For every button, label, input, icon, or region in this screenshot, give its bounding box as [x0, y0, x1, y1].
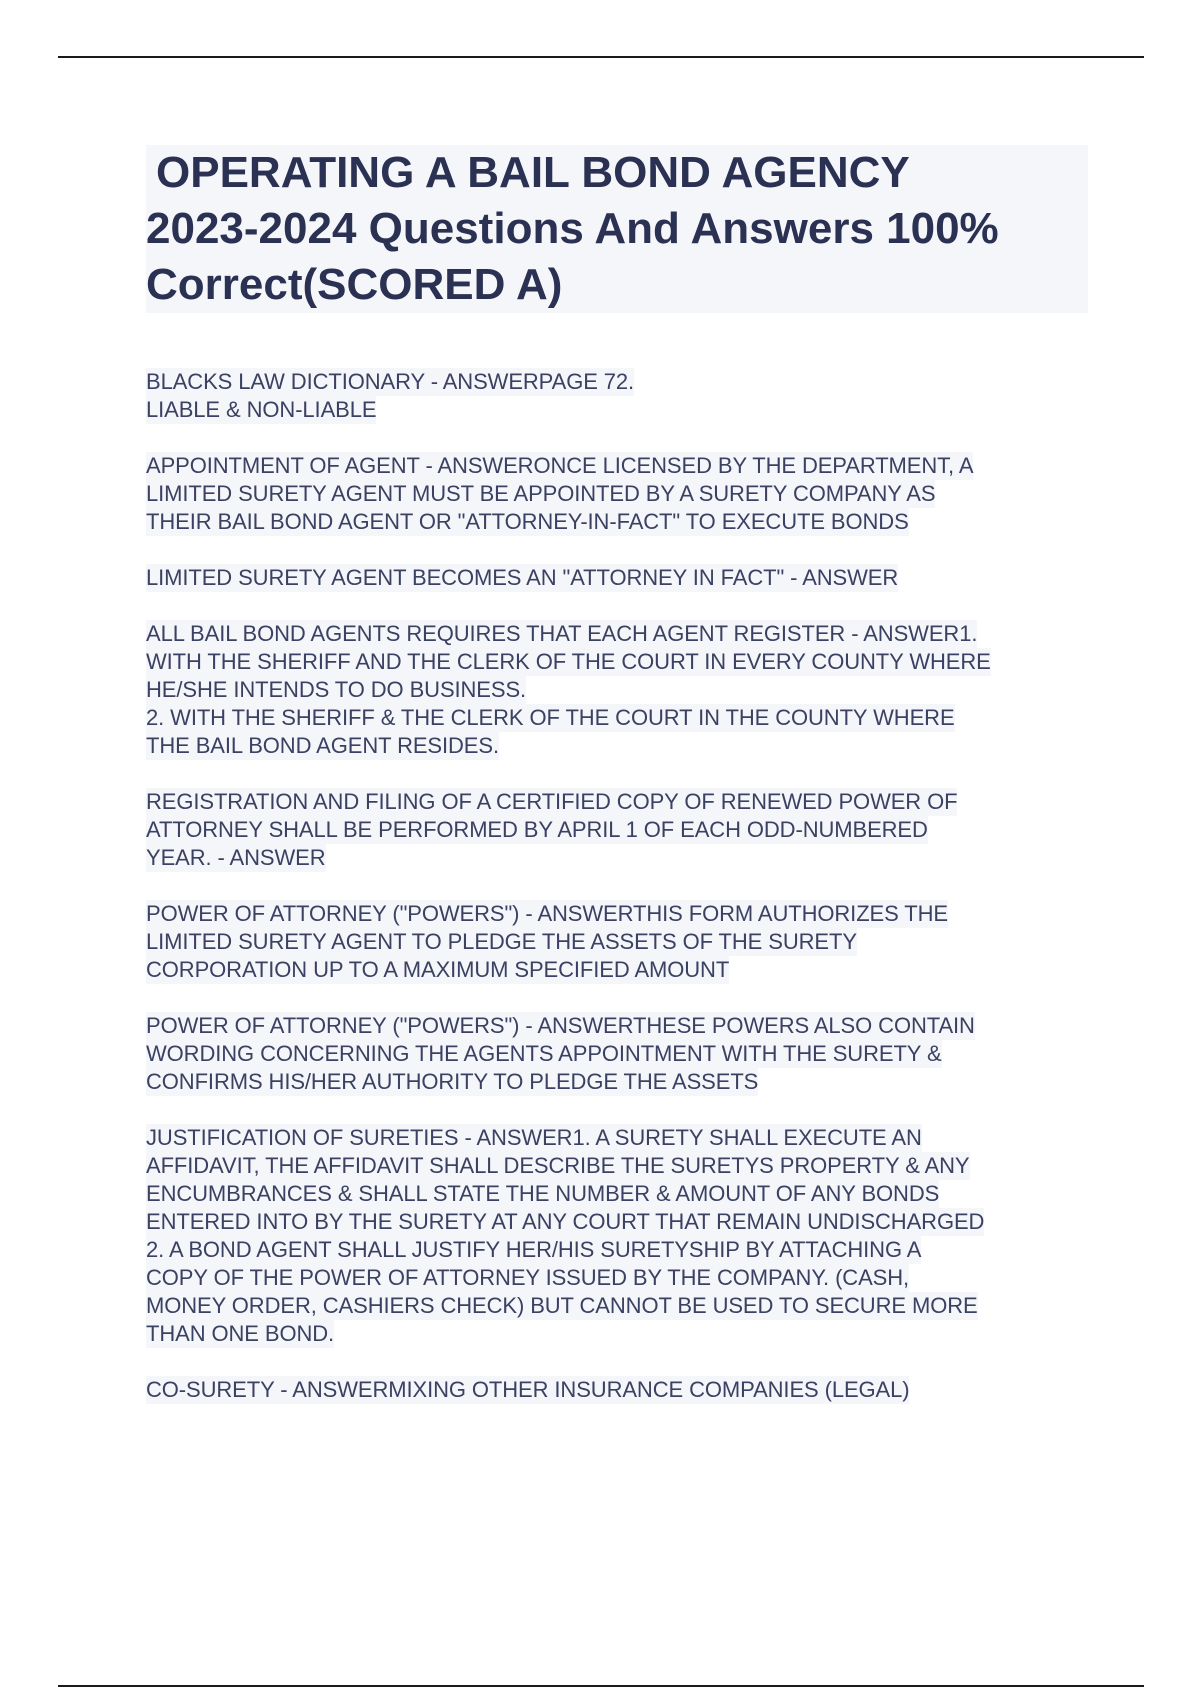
document-title	[146, 145, 1088, 313]
qa-text-line: ENCUMBRANCES & SHALL STATE THE NUMBER & AMOUNT OF ANY BONDS	[146, 1181, 940, 1206]
bottom-divider	[58, 1685, 1144, 1687]
top-divider	[58, 56, 1144, 58]
qa-text-line: ATTORNEY SHALL BE PERFORMED BY APRIL 1 OF EACH ODD-NUMBERED	[146, 817, 928, 842]
qa-entry	[146, 1012, 1096, 1096]
qa-text-line: WORDING CONCERNING THE AGENTS APPOINTMENT WITH THE SURETY &	[146, 1041, 942, 1066]
qa-text-line: APPOINTMENT OF AGENT - ANSWERONCE LICENSED BY THE DEPARTMENT, A	[146, 453, 974, 478]
qa-text-line: LIMITED SURETY AGENT TO PLEDGE THE ASSETS OF THE SURETY	[146, 929, 857, 954]
qa-list	[146, 368, 1096, 1432]
qa-text-line: POWER OF ATTORNEY ("POWERS") - ANSWERTHIS FORM AUTHORIZES THE	[146, 901, 948, 926]
qa-text-line: YEAR. - ANSWER	[146, 845, 326, 870]
qa-entry	[146, 564, 1096, 592]
qa-text-line: THAN ONE BOND.	[146, 1321, 335, 1346]
qa-entry	[146, 1124, 1096, 1348]
qa-text-line: JUSTIFICATION OF SURETIES - ANSWER1. A SURETY SHALL EXECUTE AN	[146, 1125, 922, 1150]
qa-text-line: LIABLE & NON-LIABLE	[146, 397, 377, 422]
qa-text-line: AFFIDAVIT, THE AFFIDAVIT SHALL DESCRIBE THE SURETYS PROPERTY & ANY	[146, 1153, 970, 1178]
qa-entry	[146, 788, 1096, 872]
qa-text-line: WITH THE SHERIFF AND THE CLERK OF THE COURT IN EVERY COUNTY WHERE	[146, 649, 991, 674]
qa-text-line: LIMITED SURETY AGENT BECOMES AN "ATTORNEY IN FACT" - ANSWER	[146, 565, 899, 590]
qa-text-line: COPY OF THE POWER OF ATTORNEY ISSUED BY THE COMPANY. (CASH,	[146, 1265, 910, 1290]
qa-entry	[146, 1376, 1096, 1404]
qa-text-line: REGISTRATION AND FILING OF A CERTIFIED COPY OF RENEWED POWER OF	[146, 789, 958, 814]
qa-text-line: LIMITED SURETY AGENT MUST BE APPOINTED BY A SURETY COMPANY AS	[146, 481, 936, 506]
qa-text-line: CO-SURETY - ANSWERMIXING OTHER INSURANCE COMPANIES (LEGAL)	[146, 1377, 910, 1402]
title-line: 2023-2024 Questions And Answers 100%	[146, 204, 999, 253]
qa-entry	[146, 620, 1096, 760]
qa-text-line: BLACKS LAW DICTIONARY - ANSWERPAGE 72.	[146, 369, 635, 394]
qa-entry	[146, 900, 1096, 984]
qa-entry	[146, 452, 1096, 536]
qa-text-line: MONEY ORDER, CASHIERS CHECK) BUT CANNOT BE USED TO SECURE MORE	[146, 1293, 978, 1318]
qa-text-line: HE/SHE INTENDS TO DO BUSINESS.	[146, 677, 527, 702]
qa-text-line: CONFIRMS HIS/HER AUTHORITY TO PLEDGE THE ASSETS	[146, 1069, 759, 1094]
title-line: Correct(SCORED A)	[146, 260, 563, 309]
qa-text-line: 2. WITH THE SHERIFF & THE CLERK OF THE COURT IN THE COUNTY WHERE	[146, 705, 955, 730]
qa-text-line: 2. A BOND AGENT SHALL JUSTIFY HER/HIS SURETYSHIP BY ATTACHING A	[146, 1237, 922, 1262]
qa-text-line: THEIR BAIL BOND AGENT OR "ATTORNEY-IN-FACT" TO EXECUTE BONDS	[146, 509, 909, 534]
qa-entry	[146, 368, 1096, 424]
title-line: OPERATING A BAIL BOND AGENCY	[156, 148, 910, 197]
qa-text-line: CORPORATION UP TO A MAXIMUM SPECIFIED AMOUNT	[146, 957, 730, 982]
qa-text-line: ENTERED INTO BY THE SURETY AT ANY COURT THAT REMAIN UNDISCHARGED	[146, 1209, 985, 1234]
qa-text-line: ALL BAIL BOND AGENTS REQUIRES THAT EACH AGENT REGISTER - ANSWER1.	[146, 621, 978, 646]
qa-text-line: POWER OF ATTORNEY ("POWERS") - ANSWERTHESE POWERS ALSO CONTAIN	[146, 1013, 975, 1038]
qa-text-line: THE BAIL BOND AGENT RESIDES.	[146, 733, 499, 758]
